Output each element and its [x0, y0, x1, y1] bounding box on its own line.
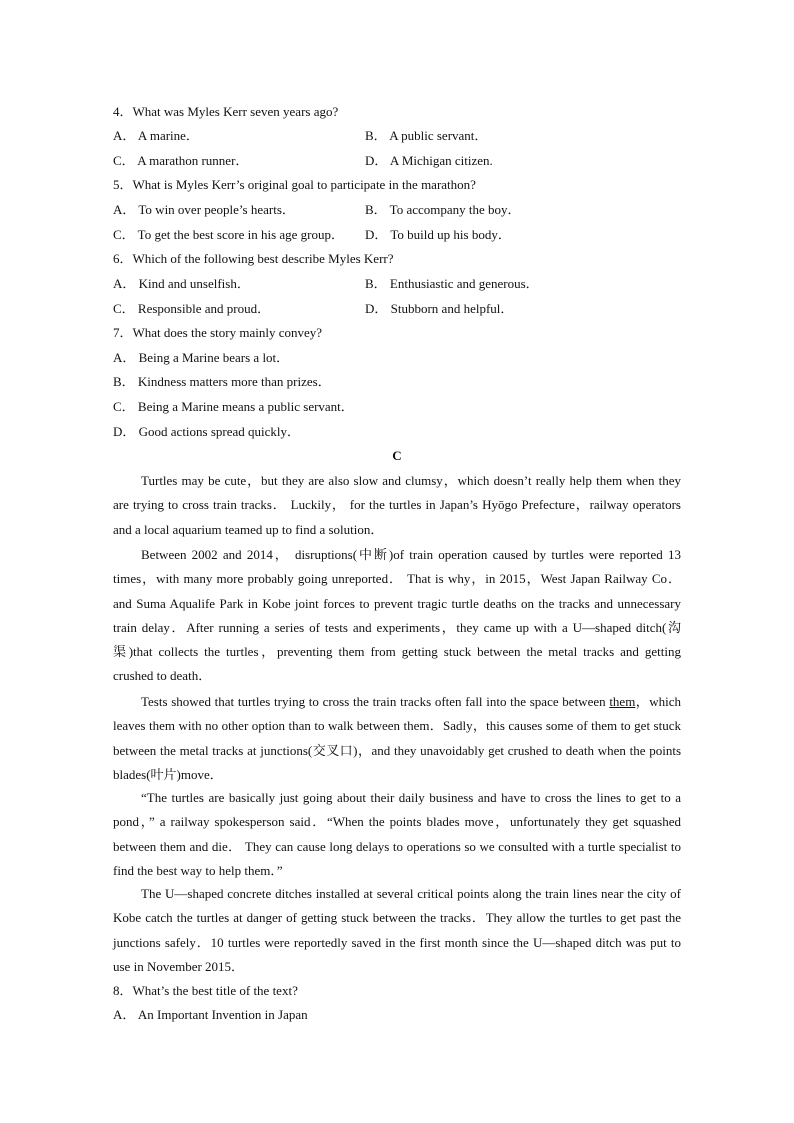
question-6-stem: 6．Which of the following best describe Myles Kerr?	[113, 251, 394, 266]
question-7-option-d: D． Good actions spread quickly．	[113, 424, 301, 439]
question-7-option-c: C． Being a Marine means a public servant．	[113, 399, 354, 414]
question-6-option-c: C． Responsible and proud．	[113, 301, 271, 316]
question-4-option-a: A． A marine．	[113, 128, 199, 143]
question-7-stem: 7．What does the story mainly convey?	[113, 325, 323, 340]
question-6-option-d: D． Stubborn and helpful．	[365, 301, 514, 316]
underlined-word-them: them	[609, 694, 636, 709]
question-5-option-d: D． To build up his body．	[365, 227, 511, 242]
passage-paragraph-1: Turtles may be cute，but they are also slow and clumsy，which doesn’t really help them when they are trying to cross train tracks． Luckily， for the turtles in Japan’s Hyōgo Prefecture，railway operators and a local aquarium teamed up to find a solution．	[113, 473, 681, 537]
question-6-option-b: B． Enthusiastic and generous．	[365, 276, 539, 291]
passage-paragraph-3	[113, 690, 681, 787]
section-c-title: C	[392, 448, 402, 463]
question-5-option-c: C． To get the best score in his age group．	[113, 227, 345, 242]
question-8-stem: 8．What’s the best title of the text?	[113, 983, 298, 998]
question-7-option-b: B． Kindness matters more than prizes．	[113, 374, 331, 389]
passage-paragraph-4: “The turtles are basically just going about their daily business and have to cross the lines to get to a pond，” a railway spokesperson said．“When the points blades move，unfortunately they get squashed between them and die． They can cause long delays to operations so we consulted with a turtle specialist to find the best way to help them．”	[113, 790, 681, 878]
question-4-option-c: C． A marathon runner．	[113, 153, 249, 168]
question-8-option-a: A． An Important Invention in Japan	[113, 1007, 308, 1022]
paragraph-3-comma: ，	[635, 694, 650, 709]
passage-paragraph-5: The U—shaped concrete ditches installed at several critical points along the train lines near the city of Kobe catch the turtles at danger of getting stuck between the tracks．They allow the turtles to get past the junctions safely．10 turtles were reportedly saved in the first month since the U—shaped ditch was put to use in November 2015．	[113, 886, 681, 974]
question-5-stem: 5．What is Myles Kerr’s original goal to participate in the marathon?	[113, 177, 476, 192]
question-4-stem: 4．What was Myles Kerr seven years ago?	[113, 104, 339, 119]
question-7-option-a: A． Being a Marine bears a lot．	[113, 350, 290, 365]
passage-paragraph-2: Between 2002 and 2014， disruptions(中断)of train operation caused by turtles were reported 13 times，with many more probably going unreported． That is why，in 2015，West Japan Railway Co． and Suma Aqualife Park in Kobe joint forces to prevent tragic turtle deaths on the tracks and unnecessary train delay．After running a series of tests and experiments，they came up with a U—shaped ditch(沟渠)that collects the turtles，preventing them from getting stuck between the metal tracks and getting crushed to death．	[113, 547, 682, 684]
question-4-option-b: B． A public servant．	[365, 128, 488, 143]
question-6-option-a: A． Kind and unselfish．	[113, 276, 250, 291]
question-5-option-a: A． To win over people’s hearts．	[113, 202, 295, 217]
paragraph-3-rest: which leaves them with no other option than to walk between them．Sadly，this causes some of them to get stuck between the metal tracks at junctions(交叉口)，and they unavoidably get crushed to death when the points blades(叶片)move．	[113, 694, 681, 782]
paragraph-3-lead: Tests showed that turtles trying to cross the train tracks often fall into the space between	[141, 694, 610, 709]
question-4-option-d: D． A Michigan citizen.	[365, 153, 493, 168]
question-5-option-b: B． To accompany the boy．	[365, 202, 521, 217]
